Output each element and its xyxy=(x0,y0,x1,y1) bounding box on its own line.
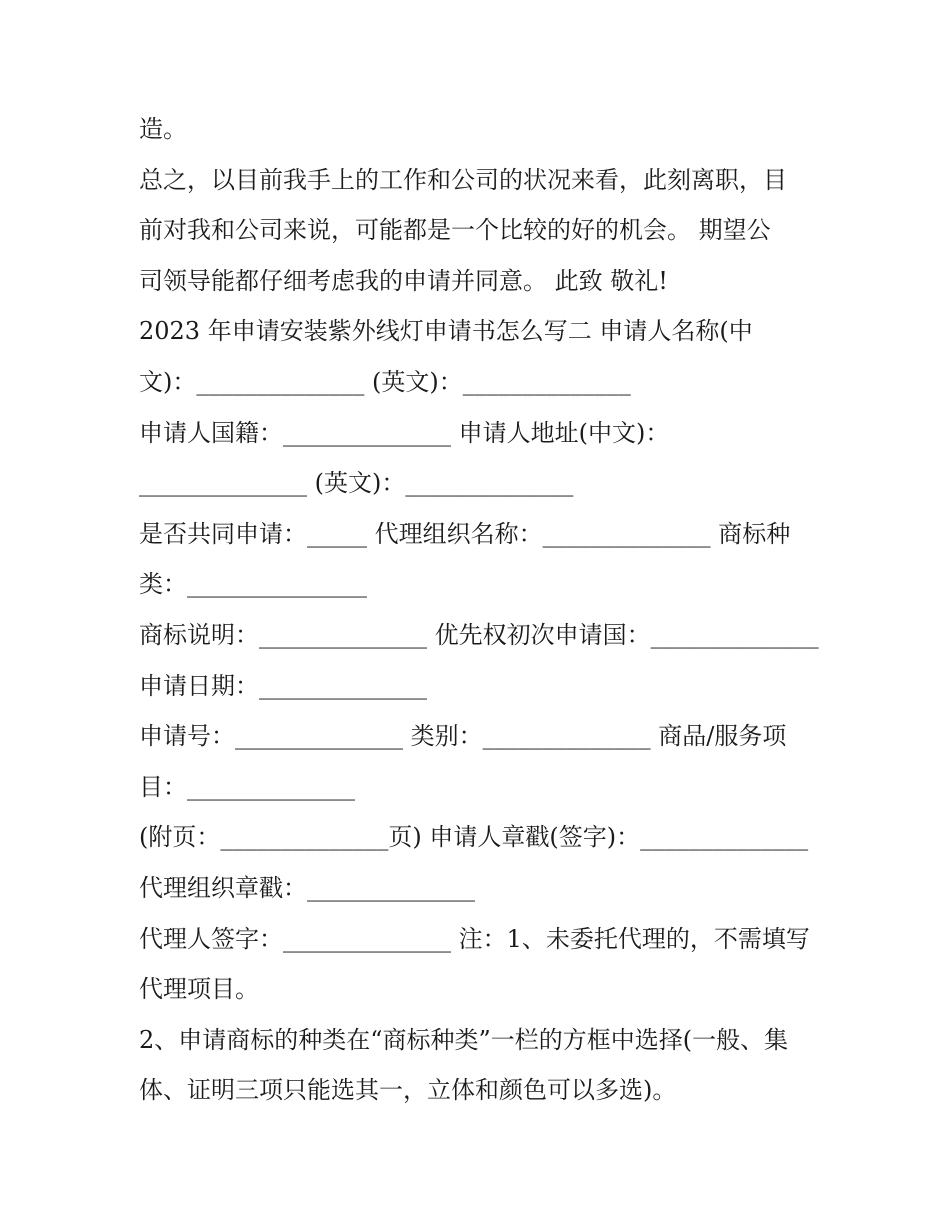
form-line-nationality-address: 申请人国籍：______________ 申请人地址(中文)： xyxy=(139,418,670,447)
form-line-agent-seal: 代理组织章戳：______________ xyxy=(139,873,475,902)
note-line-trademark-kind-2: 体、证明三项只能选其一，立体和颜色可以多选)。 xyxy=(139,1076,677,1105)
form-line-trademark-type: 类：_______________ xyxy=(139,570,367,599)
text-line-closing: 司领导能都仔细考虑我的申请并同意。 此致 敬礼! xyxy=(139,266,668,295)
form-line-address-english: ______________ (英文)：______________ xyxy=(139,469,574,498)
form-line-attachment-seal: (附页：______________页) 申请人章戳(签字)：______________ xyxy=(139,823,809,852)
text-line-conclusion: 总之，以目前我手上的工作和公司的状况来看，此刻离职，目 xyxy=(139,165,787,194)
section-heading-line: 2023 年申请安装紫外线灯申请书怎么写二 申请人名称(中 xyxy=(139,317,753,346)
form-line-items: 目：______________ xyxy=(139,772,355,801)
document-body xyxy=(139,104,819,1116)
form-line-application-date: 申请日期：______________ xyxy=(139,671,427,700)
note-line-agent-items: 代理项目。 xyxy=(139,975,259,1004)
form-line-applicant-name: 文)：______________ (英文)：______________ xyxy=(139,367,631,396)
text-line-conclusion-2: 前对我和公司来说，可能都是一个比较的好的机会。 期望公 xyxy=(139,216,771,245)
text-line-continuation: 造。 xyxy=(139,115,187,143)
form-line-description-priority: 商标说明：______________ 优先权初次申请国：______________ xyxy=(139,620,819,649)
form-line-joint-agent: 是否共同申请：_____ 代理组织名称：______________ 商标种 xyxy=(139,519,791,548)
form-line-number-class: 申请号：______________ 类别：______________ 商品/服务项 xyxy=(139,722,787,751)
note-line-trademark-kind: 2、申请商标的种类在“商标种类”一栏的方框中选择(一般、集 xyxy=(139,1025,789,1054)
form-line-agent-signature: 代理人签字：______________ 注：1、未委托代理的，不需填写 xyxy=(139,924,810,953)
